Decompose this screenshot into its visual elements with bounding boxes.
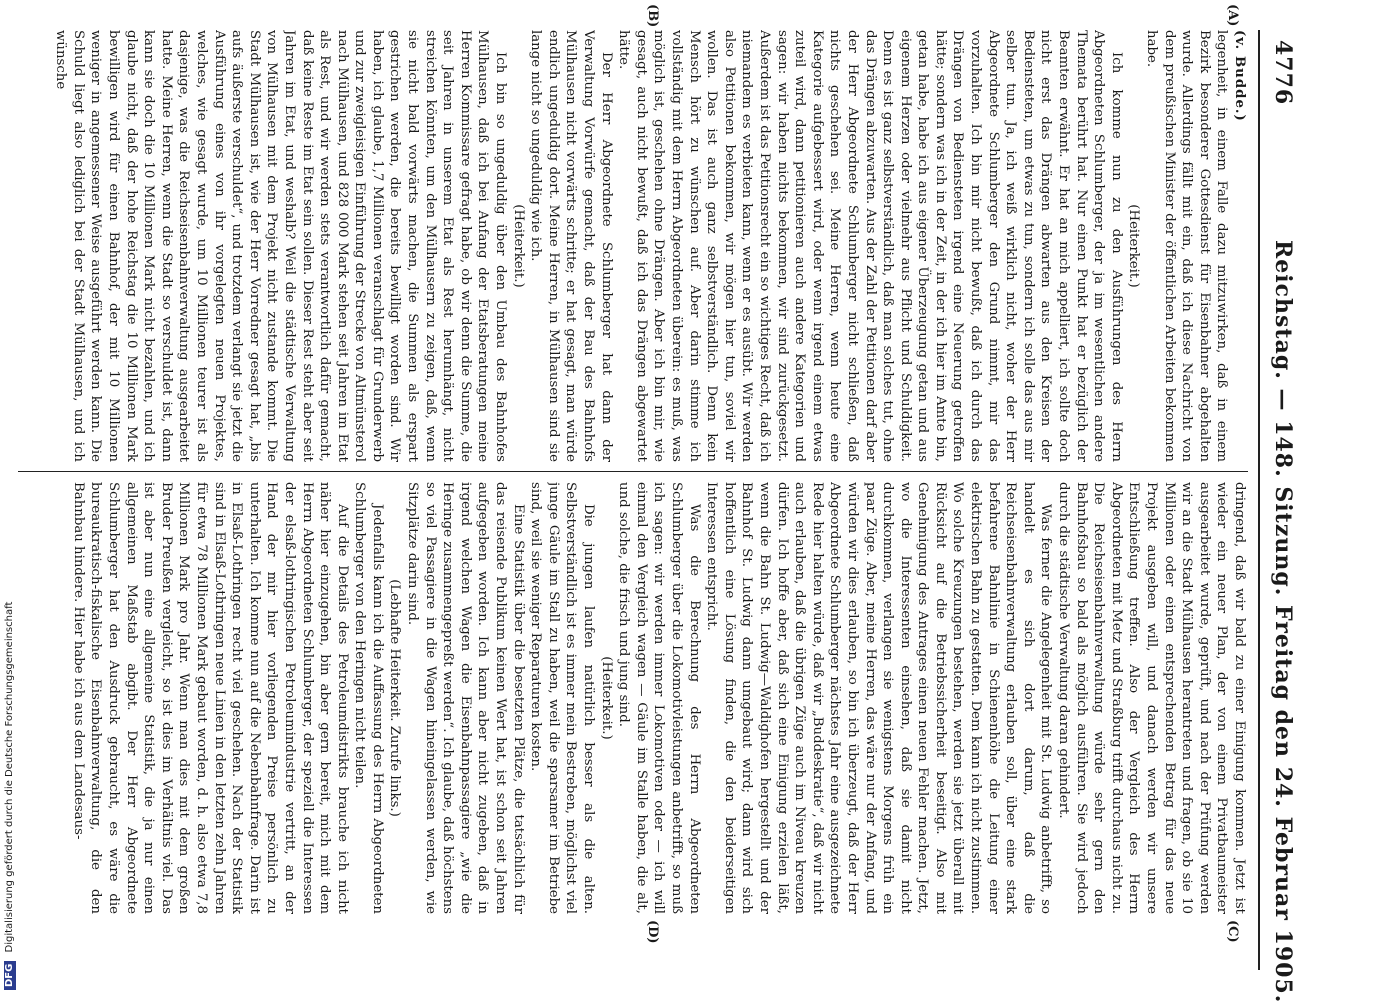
- paragraph: Ich bin so ungeduldig über den Umbau des Bahnhofes Mülhausen, daß ich bei Anfang der Etatsberatungen meine Herren Kommissare gefragt habe, ob wir denn die Summe, die seit Jahren in unserem Etat als Rest herumhängt, nicht streichen könnten, um den Mülhausern zu zeigen, daß, wenn sie nicht bald vorwärts machen, die Summen als erspart gestrichen werden, die bereits bewilligt worden sind. Wir haben, ich glaube, 1,7 Millionen veranschlagt für Grunderwerb und zur zweigleisigen Einführung der Strecke von Altmünsterol nach Mülhausen, und 828 000 Mark stehen seit Jahren im Etat als Rest, und wir werden stets verantwortlich dafür gemacht, daß keine Reste im Etat sein sollen. Dieser Rest steht aber seit Jahren im Etat, und weshalb? Weil die städtische Verwaltung von Mülhausen mit dem Projekt nicht zustande kommt. Die Stadt Mülhausen ist, wie der Herr Vorredner gesagt hat, „bis aufs äußerste verschuldet“, und trotzdem verlangt sie jetzt die Ausführung eines von ihr vorgelegten neuen Projektes, welches, wie gesagt wurde, um 10 Millionen teurer ist als dasjenige, was die Reichseisenbahnverwaltung ausgearbeitet hatte. Meine Herren, wenn die Stadt so verschuldet ist, dann kann sie doch die 10 Millionen Mark nicht bezahlen, und ich glaube nicht, daß der hohe Reichstag die 10 Millionen Mark bewilligen wird für einen Bahnhof, der mit 10 Millionen weniger in angemessener Weise ausgeführt werden kann. Die Schuld liegt also lediglich bei der Stadt Mülhausen, und ich wünsche: [53, 30, 509, 462]
- column-divider: [18, 471, 1248, 472]
- funding-note-text: Digitalisierung gefördert durch die Deutsche Forschungsgemeinschaft: [4, 601, 15, 953]
- paragraph: Was die Berechnung des Herrn Abgeordneten Schlumberger über die Lokomotivleistungen anbetrifft, so muß ich sagen: wir werden immer Lokomotiven oder — ich will einmal den Vergleich wagen — Gäule im Stalle haben, die alt, und solche, die frisch und jung sind.: [616, 482, 702, 914]
- dfg-logo: DFG: [4, 961, 16, 990]
- paragraph: Was ferner die Angelegenheit mit St. Ludwig anbetrifft, so handelt es sich dort darum, daß die Reichseisenbahnverwaltung erlauben soll, über eine stark befahrene Bahnlinie in Schienenhöhe die Leitung einer elektrischen Bahn zu gestatten. Dem kann ich nicht zustimmen. Wo solche Kreuzungen bestehen, werden sie jetzt überall mit Rücksicht auf die Betriebssicherheit beseitigt. Also mit Genehmigung des Antrages einen neuen Fehler machen. Jetzt, wo die Interessenten einsehen, daß sie damit nicht durchkommen, verlangen sie wenigstens Morgens früh ein paar Züge. Aber, meine Herren, das wäre nur der Anfang, und würden wir dies erlauben, so bin ich überzeugt, daß der Herr Abgeordnete Schlumberger nächstes Jahr eine ausgezeichnete Rede hier halten würde, daß wir „Buddeskratie“, daß wir nicht auch erlauben, daß die übrigen Züge auch im Niveau kreuzen dürfen. Ich hoffe aber, daß sich eine Einigung erzielen läßt, wenn die Bahn St. Ludwig—Waldighofen hergestellt und der Bahnhof St. Ludwig dann umgebaut wird; dann wird sich hoffentlich eine Lösung finden, die den beiderseitigen Interessen entspricht.: [704, 482, 1054, 914]
- reaction-note: (Heiterkeit.): [598, 656, 614, 740]
- paragraph: Jedenfalls kann ich die Auffassung des Herrn Abgeordneten Schlumberger von den Heringen nicht teilen.: [352, 482, 385, 914]
- paragraph: Die jungen laufen natürlich besser als die alten. Selbstverständlich ist es immer mein Bestreben, möglichst viel junge Gäule im Stall zu haben, weil die sparsamer im Betriebe sind, weil sie weniger Reparaturen kosten.: [528, 482, 597, 914]
- paragraph: legenheit, in einem Falle dazu mitzuwirken, daß in einem Bezirk besonderer Gottesdienst für Eisenbahner abgehalten wurde. Allerdings fällt mit ein, daß ich diese Nachricht von dem preußischen Minister der öffentlichen Arbeiten bekommen habe.: [1144, 30, 1230, 462]
- running-title: Reichstag. — 148. Sitzung. Freitag den 24. Februar 1905.: [1270, 240, 1296, 1003]
- reaction-note: (Lebhafte Heiterkeit. Zurufe links.): [387, 579, 403, 817]
- margin-marker-d: (D): [645, 920, 660, 944]
- running-header: [1264, 40, 1300, 1003]
- left-column: [18, 30, 1248, 462]
- paragraph: dringend, daß wir bald zu einer Einigung kommen. Jetzt ist wieder ein neuer Plan, der von einem Privatbaumeister ausgearbeitet wurde, geprüft, und nach der Prüfung werden wir an die Stadt Mülhausen herantreten und fragen, ob sie 10 Millionen oder einen entsprechenden Betrag für das neue Projekt ausgeben will, und danach werden wir unsere Entschließung treffen. Also der Vergleich des Herrn Abgeordneten mit Metz und Straßburg trifft durchaus nicht zu. Die Reichseisenbahnverwaltung würde sehr gern den Bahnhofsbau so bald als möglich ausführen. Sie wird jedoch durch die städtische Verwaltung daran gehindert.: [1056, 482, 1247, 914]
- right-column: [18, 482, 1248, 914]
- paragraph: Ich komme nun zu den Ausführungen des Herrn Abgeordneten Schlumberger, der ja im wesentlichen andere Themata berührt hat. Nur einen Punkt hat er bezüglich der Beamten erwähnt. Er hat an mich appelliert, ich sollte doch nicht erst das Drängen abwarten aus den Kreisen der Bediensteten, um etwas zu tun, sondern ich solle das aus mir selber tun. Ja, ich weiß wirklich nicht, woher der Herr Abgeordnete Schlumberger den Grund nimmt, mir das vorzuhalten. Ich bin mir nicht bewußt, daß ich durch das Drängen von Bediensteten irgend eine Neuerung getroffen hätte; sondern was ich in der Zeit, in der ich hier im Amte bin, getan habe, habe ich aus eigener Überzeugung getan und aus eigenem Herzen oder vielmehr aus Pflicht und Schuldigkeit. Denn es ist ganz selbstverständlich, daß man solches tut, ohne das Drängen abzuwarten. Aus der Zahl der Petitionen darf aber der Herr Abgeordnete Schlumberger nicht schließen, daß nichts geschehen sei. Meine Herren, wenn heute eine Kategorie aufgebessert wird, oder wenn irgend einem etwas zuteil wird, dann petitionieren auch andere Kategorien und sagen: wir haben nichts bekommen, wir sind zurückgesetzt. Außerdem ist das Petitionsrecht ein so wichtiges Recht, daß ich niemandem es verbieten kann, wenn er es ausübt. Wir werden also Petitionen bekommen, wir mögen hier tun, soviel wir wollen. Das ist auch ganz selbstverständlich. Denn kein Mensch hört zu wünschen auf. Aber darin stimme ich vollständig mit dem Herrn Abgeordneten überein: es muß, was möglich ist, geschehen ohne Drängen. Aber ich bin mir, wie gesagt, auch nicht bewußt, daß ich das Drängen abgewartet hätte.: [616, 30, 1124, 462]
- margin-marker-a: (A): [1225, 4, 1240, 27]
- page-number: 4776: [1270, 40, 1296, 106]
- paragraph: Eine Statistik über die besetzten Plätze, die tatsächlich für das reisende Publikum keinen Wert hat, ist schon seit Jahren aufgegeben worden. Ich kann aber nicht zugeben, daß in irgend welchen Wagen die Eisenbahnpassagiere „wie die Heringe zusammengepreßt werden“. Ich glaube, daß höchstens so viel Passagiere in die Wagen hineingelassen werden, wie Sitzplätze darin sind.: [405, 482, 526, 914]
- speaker-label: (v. Budde.): [1232, 30, 1247, 122]
- paragraph: Der Herr Abgeordnete Schlumberger hat dann der Verwaltung Vorwürfe gemacht, daß der Bau des Bahnhofs Mülhausen nicht vorwärts schritte; er hat gesagt, man würde endlich ungeduldig dort. Meine Herren, in Mülhausen sind sie lange nicht so ungeduldig wie ich.: [528, 30, 614, 462]
- paragraph: Auf die Details des Petroleumdistrikts brauche ich nicht näher hier einzugehen, bin aber gern bereit, mich mit dem Herrn Abgeordneten Schlumberger, der speziell die Interessen der elsaß-lothringischen Petroleumindustrie vertritt, an der Hand der mir hier vorliegenden Preise persönlich zu unterhalten. Ich komme nun auf die Nebenbahnfrage. Darin ist in Elsaß-Lothringen recht viel geschehen. Nach der Statistik sind in Elsaß-Lothringen neue Linien in den letzten zehn Jahren für etwa 78 Millionen Mark gebaut worden, d. h. also etwa 7,8 Millionen Mark pro Jahr. Wenn man dies mit dem großen Bruder Preußen vergleicht, so ist dies im Verhältnis viel. Das ist aber nun eine allgemeine Statistik, die ja nur einen allgemeinen Maßstab abgibt. Der Herr Abgeordnete Schlumberger hat den Ausdruck gebraucht, es wäre die bureaukratisch-fiskalische Eisenbahnverwaltung, die den Bahnbau hindere. Hier habe ich aus dem Landesaus-: [70, 482, 350, 914]
- reaction-note: (Heiterkeit.): [510, 204, 526, 288]
- margin-marker-b: (B): [645, 4, 660, 28]
- margin-marker-c: (C): [1225, 920, 1240, 943]
- reaction-note: (Heiterkeit.): [1126, 204, 1142, 288]
- header-rule: [1258, 30, 1260, 970]
